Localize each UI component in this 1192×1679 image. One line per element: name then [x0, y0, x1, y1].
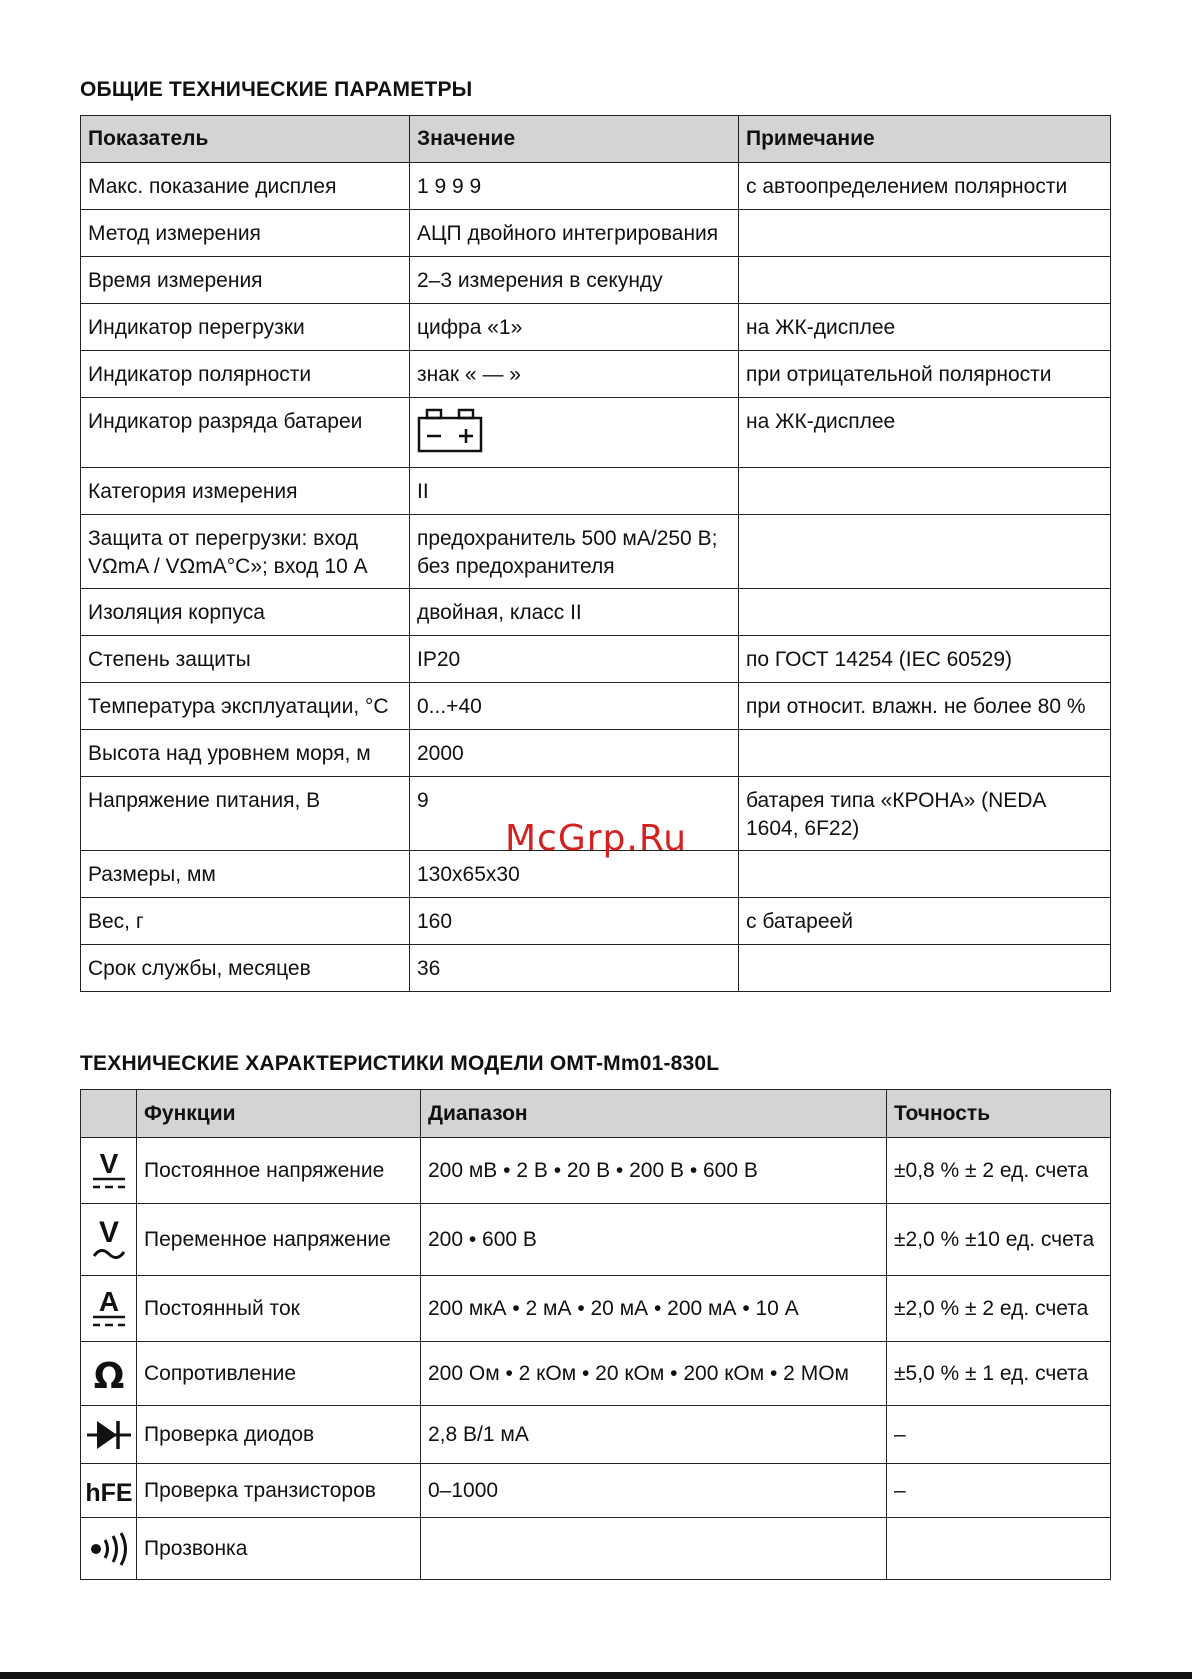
param-cell: Метод измерения — [81, 210, 410, 257]
icon-letter: Ω — [93, 1355, 124, 1396]
function-cell: Проверка диодов — [137, 1406, 421, 1464]
note-cell — [739, 468, 1111, 515]
accuracy-cell: ±2,0 % ±10 ед. счета — [887, 1204, 1111, 1276]
value-cell: 130x65x30 — [410, 851, 739, 898]
note-cell — [739, 589, 1111, 636]
function-cell: Постоянное напряжение — [137, 1138, 421, 1204]
range-cell: 200 мкА • 2 мА • 20 мА • 200 мА • 10 А — [421, 1276, 887, 1342]
model-specs-table — [80, 1089, 1111, 1580]
value-cell: цифра «1» — [410, 304, 739, 351]
table-row — [81, 163, 1111, 210]
section-title-general: ОБЩИЕ ТЕХНИЧЕСКИЕ ПАРАМЕТРЫ — [80, 78, 473, 101]
function-cell: Переменное напряжение — [137, 1204, 421, 1276]
value-cell: 160 — [410, 898, 739, 945]
table-row — [81, 398, 1111, 468]
table-row — [81, 468, 1111, 515]
function-cell: Сопротивление — [137, 1342, 421, 1406]
table-row — [81, 1138, 1111, 1204]
table-row — [81, 1204, 1111, 1276]
table-row — [81, 898, 1111, 945]
icon-letter: V — [99, 1147, 118, 1179]
table-row — [81, 945, 1111, 992]
value-cell: 36 — [410, 945, 739, 992]
param-cell: Температура эксплуатации, °С — [81, 683, 410, 730]
column-header — [81, 1090, 137, 1138]
value-cell: 0...+40 — [410, 683, 739, 730]
table-row — [81, 1464, 1111, 1518]
accuracy-cell: – — [887, 1464, 1111, 1518]
value-cell: 9 — [410, 777, 739, 851]
table-row — [81, 636, 1111, 683]
note-cell: при относит. влажн. не более 80 % — [739, 683, 1111, 730]
column-header: Функции — [137, 1090, 421, 1138]
param-cell: Срок службы, месяцев — [81, 945, 410, 992]
column-header: Примечание — [739, 116, 1111, 163]
diode-icon — [85, 1417, 133, 1453]
table-row — [81, 589, 1111, 636]
range-cell: 200 • 600 В — [421, 1204, 887, 1276]
note-cell: по ГОСТ 14254 (IEC 60529) — [739, 636, 1111, 683]
value-cell: предохранитель 500 мА/250 В; без предохранителя — [410, 515, 739, 589]
param-cell: Индикатор разряда батареи — [81, 398, 410, 468]
icon-letter: A — [98, 1285, 119, 1317]
note-cell — [739, 851, 1111, 898]
table-row — [81, 1406, 1111, 1464]
param-cell: Макс. показание дисплея — [81, 163, 410, 210]
value-cell: двойная, класс II — [410, 589, 739, 636]
param-cell: Время измерения — [81, 257, 410, 304]
continuity-sound-icon — [86, 1531, 132, 1567]
note-cell — [739, 515, 1111, 589]
icon-letter: V — [98, 1215, 119, 1249]
note-cell — [739, 257, 1111, 304]
ac-voltage-icon — [89, 1214, 129, 1266]
param-cell: Индикатор полярности — [81, 351, 410, 398]
table-row — [81, 304, 1111, 351]
note-cell — [739, 210, 1111, 257]
range-cell: 200 Ом • 2 кОм • 20 кОм • 200 кОм • 2 МОм — [421, 1342, 887, 1406]
param-cell: Степень защиты — [81, 636, 410, 683]
table-row — [81, 1342, 1111, 1406]
hfe-icon — [82, 1474, 136, 1508]
table-row — [81, 1518, 1111, 1580]
general-params-table — [80, 115, 1111, 992]
value-cell: АЦП двойного интегрирования — [410, 210, 739, 257]
note-cell — [739, 945, 1111, 992]
value-cell: знак « — » — [410, 351, 739, 398]
function-cell: Проверка транзисторов — [137, 1464, 421, 1518]
table-header-row — [81, 116, 1111, 163]
table-row — [81, 730, 1111, 777]
icon-letter: hFE — [84, 1478, 133, 1507]
table-row — [81, 1276, 1111, 1342]
column-header: Диапазон — [421, 1090, 887, 1138]
param-cell: Категория измерения — [81, 468, 410, 515]
function-cell: Прозвонка — [137, 1518, 421, 1580]
accuracy-cell: ±2,0 % ± 2 ед. счета — [887, 1276, 1111, 1342]
dc-current-icon — [89, 1285, 129, 1333]
note-cell: с батареей — [739, 898, 1111, 945]
range-cell — [421, 1518, 887, 1580]
value-cell: 1 9 9 9 — [410, 163, 739, 210]
column-header: Показатель — [81, 116, 410, 163]
note-cell: при отрицательной полярности — [739, 351, 1111, 398]
note-cell: батарея типа «КРОНА» (NEDA 1604, 6F22) — [739, 777, 1111, 851]
table-row — [81, 210, 1111, 257]
note-cell: на ЖК-дисплее — [739, 398, 1111, 468]
table-header-row — [81, 1090, 1111, 1138]
accuracy-cell: ±0,8 % ± 2 ед. счета — [887, 1138, 1111, 1204]
watermark: McGrp.Ru — [505, 818, 688, 859]
param-cell: Размеры, мм — [81, 851, 410, 898]
note-cell — [739, 730, 1111, 777]
param-cell: Вес, г — [81, 898, 410, 945]
param-cell: Высота над уровнем моря, м — [81, 730, 410, 777]
section-title-specs: ТЕХНИЧЕСКИЕ ХАРАКТЕРИСТИКИ МОДЕЛИ OMT-Mm01-830L — [80, 1052, 720, 1075]
note-cell: с автоопределением полярности — [739, 163, 1111, 210]
value-cell: 2–3 измерения в секунду — [410, 257, 739, 304]
table-row — [81, 351, 1111, 398]
value-cell: IP20 — [410, 636, 739, 683]
value-cell — [410, 398, 739, 468]
note-cell: на ЖК-дисплее — [739, 304, 1111, 351]
ohm-icon — [87, 1352, 131, 1396]
accuracy-cell — [887, 1518, 1111, 1580]
range-cell: 200 мВ • 2 В • 20 В • 200 В • 600 В — [421, 1138, 887, 1204]
dc-voltage-icon — [89, 1147, 129, 1195]
function-cell: Постоянный ток — [137, 1276, 421, 1342]
param-cell: Индикатор перегрузки — [81, 304, 410, 351]
column-header: Точность — [887, 1090, 1111, 1138]
value-cell: II — [410, 468, 739, 515]
table-row — [81, 257, 1111, 304]
table-row — [81, 683, 1111, 730]
table-row — [81, 515, 1111, 589]
value-cell: 2000 — [410, 730, 739, 777]
range-cell: 0–1000 — [421, 1464, 887, 1518]
param-cell: Напряжение питания, В — [81, 777, 410, 851]
accuracy-cell: ±5,0 % ± 1 ед. счета — [887, 1342, 1111, 1406]
page-bottom-rule — [0, 1672, 1192, 1679]
param-cell: Изоляция корпуса — [81, 589, 410, 636]
param-cell: Защита от перегрузки: вход VΩmA / VΩmA°C»; вход 10 А — [81, 515, 410, 589]
battery-icon — [417, 408, 485, 454]
column-header: Значение — [410, 116, 739, 163]
range-cell: 2,8 В/1 мА — [421, 1406, 887, 1464]
accuracy-cell: – — [887, 1406, 1111, 1464]
